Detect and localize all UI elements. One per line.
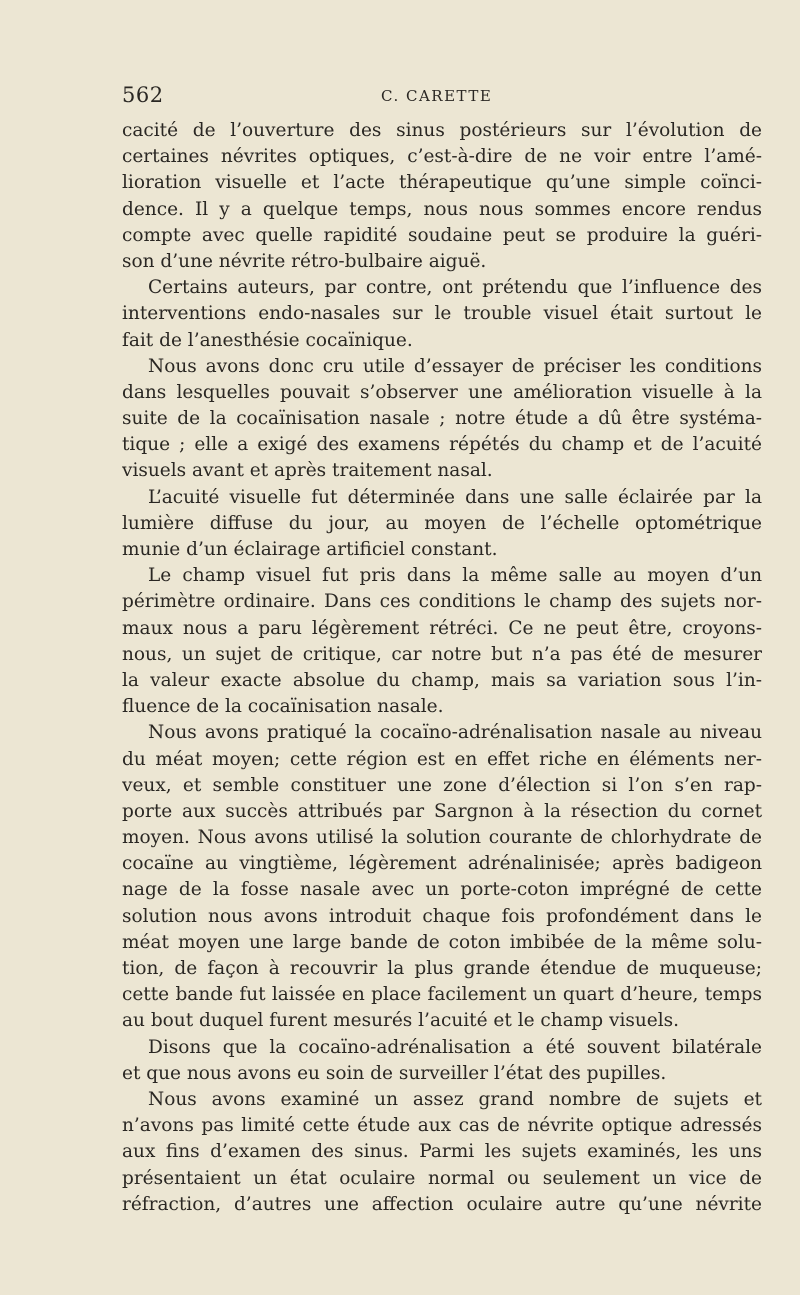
text-line: nage de la fosse nasale avec un porte-coton imprégné de cette — [122, 879, 762, 901]
text-line: périmètre ordinaire. Dans ces conditions le champ des sujets nor- — [122, 591, 762, 613]
text-line: au bout duquel furent mesurés l’acuité et le champ visuels. — [122, 1010, 680, 1032]
text-line: réfraction, d’autres une affection oculaire autre qu’une névrite — [122, 1193, 762, 1215]
text-line: visuels avant et après traitement nasal. — [122, 460, 493, 482]
text-line: L’acuité visuelle fut déterminée dans une salle éclairée par la — [148, 486, 762, 508]
text-line: Disons que la cocaïno-adrénalisation a été souvent bilatérale — [148, 1036, 762, 1058]
text-line: Nous avons pratiqué la cocaïno-adrénalisation nasale au niveau — [148, 722, 762, 744]
text-line: tique ; elle a exigé des examens répétés du champ et de l’acuité — [122, 434, 762, 456]
text-line: cette bande fut laissée en place facilement un quart d’heure, temps — [122, 984, 762, 1006]
text-line: maux nous a paru légèrement rétréci. Ce ne peut être, croyons- — [122, 617, 762, 639]
text-line: fluence de la cocaïnisation nasale. — [122, 696, 444, 718]
text-line: n’avons pas limité cette étude aux cas de névrite optique adressés — [122, 1115, 762, 1137]
text-line: Nous avons examiné un assez grand nombre de sujets et — [148, 1088, 762, 1110]
page-header — [122, 83, 762, 111]
text-line: la valeur exacte absolue du champ, mais sa variation sous l’in- — [122, 669, 762, 691]
text-line: fait de l’anesthésie cocaïnique. — [122, 329, 413, 351]
text-line: cocaïne au vingtième, légèrement adrénalinisée; après badigeon — [122, 853, 762, 875]
text-line: munie d’un éclairage artificiel constant. — [122, 539, 498, 560]
body-text — [122, 118, 762, 1218]
text-line: aux fins d’examen des sinus. Parmi les sujets examinés, les uns — [122, 1141, 762, 1163]
text-line: veux, et semble constituer une zone d’élection si l’on s’en rap- — [122, 774, 762, 796]
text-line: cacité de l’ouverture des sinus postérieurs sur l’évolution de — [122, 120, 762, 141]
running-head: C. CARETTE — [381, 87, 493, 105]
text-line: solution nous avons introduit chaque fois profondément dans le — [122, 905, 762, 927]
text-line: moyen. Nous avons utilisé la solution courante de chlorhydrate de — [122, 827, 762, 849]
page-number: 562 — [122, 83, 164, 107]
text-line: suite de la cocaïnisation nasale ; notre étude a dû être systéma- — [122, 408, 762, 430]
text-line: méat moyen une large bande de coton imbibée de la même solu- — [122, 931, 762, 953]
text-line: nous, un sujet de critique, car notre but n’a pas été de mesurer — [122, 643, 762, 665]
text-line: porte aux succès attribués par Sargnon à la résection du cornet — [122, 800, 762, 822]
text-line: lumière diffuse du jour, au moyen de l’échelle optométrique — [122, 512, 762, 534]
text-line: et que nous avons eu soin de surveiller l’état des pupilles. — [122, 1062, 667, 1084]
text-line: du méat moyen; cette région est en effet riche en éléments ner- — [122, 748, 762, 770]
text-line: tion, de façon à recouvrir la plus grande étendue de muqueuse; — [122, 958, 762, 979]
text-line: Le champ visuel fut pris dans la même salle au moyen d’un — [148, 565, 762, 587]
text-line: lioration visuelle et l’acte thérapeutique qu’une simple coïnci- — [122, 172, 762, 194]
text-line: interventions endo-nasales sur le trouble visuel était surtout le — [122, 303, 762, 325]
text-line: Certains auteurs, par contre, ont prétendu que l’influence des — [148, 277, 762, 299]
text-line: dence. Il y a quelque temps, nous nous sommes encore rendus — [122, 198, 762, 220]
text-line: dans lesquelles pouvait s’observer une amélioration visuelle à la — [122, 381, 762, 403]
text-line: Nous avons donc cru utile d’essayer de préciser les conditions — [148, 355, 762, 377]
text-line: certaines névrites optiques, c’est-à-dire de ne voir entre l’amé- — [122, 146, 762, 168]
text-line: présentaient un état oculaire normal ou seulement un vice de — [122, 1167, 762, 1189]
text-line: compte avec quelle rapidité soudaine peut se produire la guéri- — [122, 224, 762, 246]
text-line: son d’une névrite rétro-bulbaire aiguë. — [122, 250, 487, 272]
